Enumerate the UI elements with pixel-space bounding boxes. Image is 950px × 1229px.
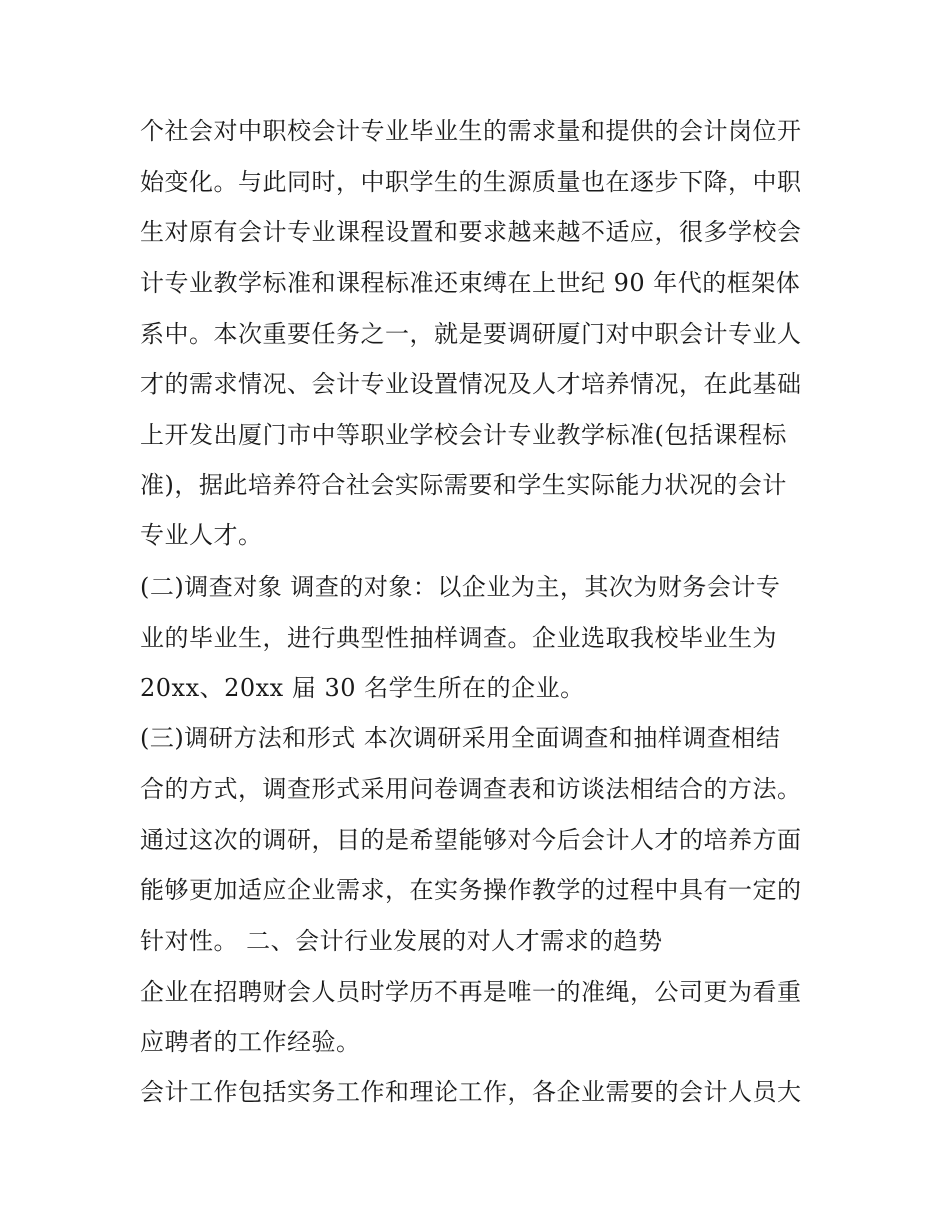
text-line: 系中。本次重要任务之一，就是要调研厦门对中职会计专业人 (140, 320, 802, 348)
text-line: 针对性。 二、会计行业发展的对人才需求的趋势 (140, 927, 663, 955)
text-line: 企业在招聘财会人员时学历不再是唯一的准绳，公司更为看重 (140, 978, 802, 1006)
text-line: (二)调查对象 调查的对象：以企业为主，其次为财务会计专 (140, 573, 781, 601)
text-line: 个社会对中职校会计专业毕业生的需求量和提供的会计岗位开 (140, 117, 802, 145)
text-line: 准)，据此培养符合社会实际需要和学生实际能力状况的会计 (140, 471, 787, 499)
text-line: 上开发出厦门市中等职业学校会计专业教学标准(包括课程标 (140, 421, 787, 449)
text-line: 始变化。与此同时，中职学生的生源质量也在逐步下降，中职 (140, 168, 802, 196)
text-line: 生对原有会计专业课程设置和要求越来越不适应，很多学校会 (140, 218, 802, 246)
text-line: 20xx、20xx 届 30 名学生所在的企业。 (140, 674, 585, 702)
text-line: 能够更加适应企业需求，在实务操作教学的过程中具有一定的 (140, 876, 802, 904)
text-line: 专业人才。 (140, 521, 263, 549)
text-line: 会计工作包括实务工作和理论工作，各企业需要的会计人员大 (140, 1078, 802, 1106)
text-line: 才的需求情况、会计专业设置情况及人才培养情况，在此基础 (140, 370, 802, 398)
text-line: 应聘者的工作经验。 (140, 1028, 361, 1056)
text-line: 合的方式，调查形式采用问卷调查表和访谈法相结合的方法。 (140, 775, 802, 803)
text-line: 业的毕业生，进行典型性抽样调查。企业选取我校毕业生为 (140, 624, 777, 652)
text-line: (三)调研方法和形式 本次调研采用全面调查和抽样调查相结 (140, 724, 781, 752)
text-line: 通过这次的调研，目的是希望能够对今后会计人才的培养方面 (140, 826, 802, 854)
text-line: 计专业教学标准和课程标准还束缚在上世纪 90 年代的框架体 (140, 269, 801, 297)
